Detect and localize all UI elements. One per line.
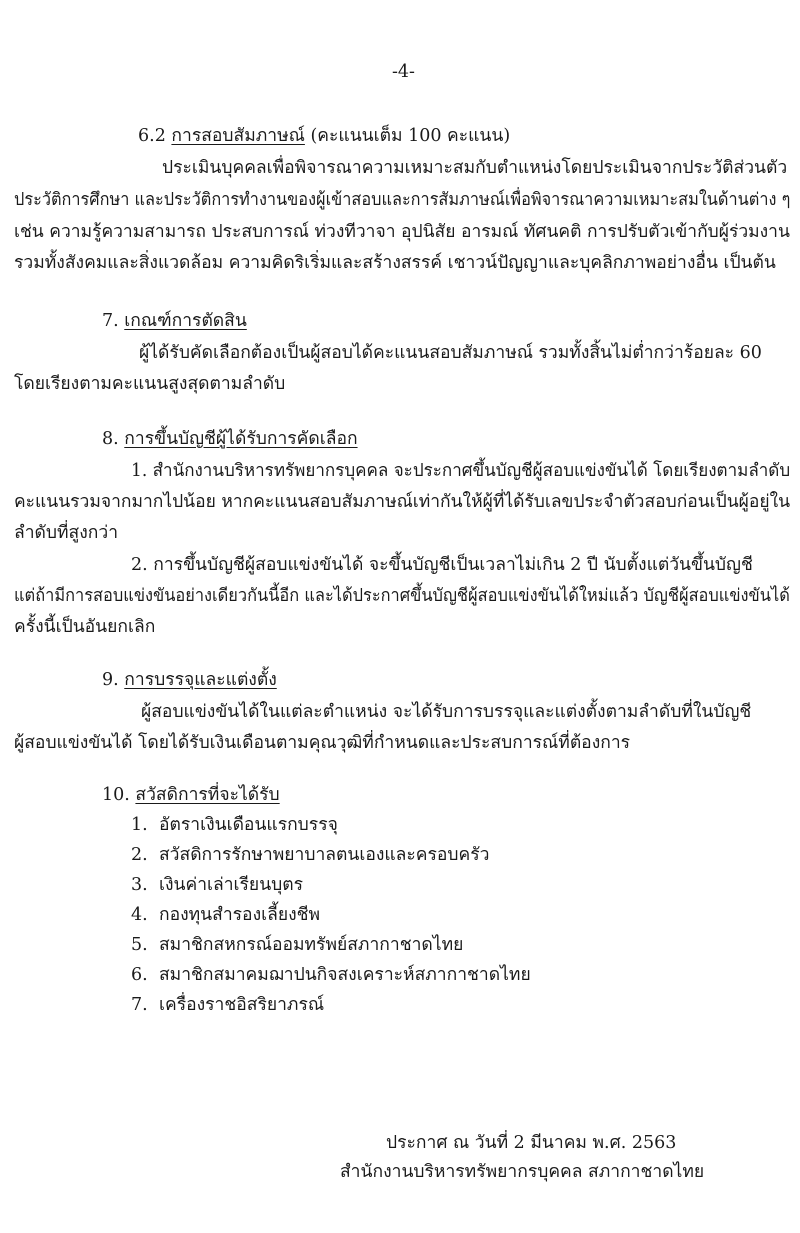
section-number: 6.2 [138,126,166,146]
list-item [131,817,338,835]
section-9-heading [102,672,277,690]
section-score: (คะแนนเต็ม 100 คะแนน) [310,126,511,146]
paragraph-line: ผู้ได้รับคัดเลือกต้องเป็นผู้สอบได้คะแนนสอบสัมภาษณ์ รวมทั้งสิ้นไม่ต่ำกว่าร้อยละ 60 [139,343,762,363]
section-6-2-heading [138,128,510,146]
section-title: การบรรจุและแต่งตั้ง [124,670,277,690]
announcement-date: ประกาศ ณ วันที่ 2 มีนาคม พ.ศ. 2563 [386,1133,677,1153]
list-number: 4. [131,905,148,925]
issuing-organization: สำนักงานบริหารทรัพยากรบุคคล สภากาชาดไทย [340,1162,705,1182]
list-text: กองทุนสำรองเลี้ยงชีพ [159,905,321,925]
paragraph-line: แต่ถ้ามีการสอบแข่งขันอย่างเดียวกันนี้อีก และได้ประกาศขึ้นบัญชีผู้สอบแข่งขันได้ใหม่แล้ว บัญชีผู้สอบแข่งขันได้ [14,586,790,606]
section-title: การขึ้นบัญชีผู้ได้รับการคัดเลือก [124,429,358,449]
list-number: 6. [131,965,148,985]
paragraph-line: ผู้สอบแข่งขันได้ในแต่ละตำแหน่ง จะได้รับการบรรจุและแต่งตั้งตามลำดับที่ในบัญชี [141,702,752,722]
section-8-heading [102,431,358,449]
list-item [131,967,531,985]
list-item [131,907,320,925]
section-number: 10. [102,785,130,805]
paragraph-line: ครั้งนี้เป็นอันยกเลิก [14,617,156,637]
section-10-heading [102,787,280,805]
paragraph-line: เช่น ความรู้ความสามารถ ประสบการณ์ ท่วงทีวาจา อุปนิสัย อารมณ์ ทัศนคติ การปรับตัวเข้ากับผู้ร่วมงาน [14,222,790,242]
list-number: 3. [131,875,148,895]
section-title: เกณฑ์การตัดสิน [124,311,247,331]
paragraph-line: คะแนนรวมจากมากไปน้อย หากคะแนนสอบสัมภาษณ์เท่ากันให้ผู้ที่ได้รับเลขประจำตัวสอบก่อนเป็นผู้อยู่ใน [14,492,791,512]
list-item [131,877,303,895]
section-7-heading [102,313,247,331]
section-title: การสอบสัมภาษณ์ [171,126,305,146]
section-number: 9. [102,670,119,690]
list-item [131,997,324,1015]
list-text: เครื่องราชอิสริยาภรณ์ [159,995,325,1015]
list-number: 1. [131,815,148,835]
section-number: 8. [102,429,119,449]
list-text: อัตราเงินเดือนแรกบรรจุ [159,815,338,835]
list-text: สมาชิกสหกรณ์ออมทรัพย์สภากาชาดไทย [159,935,464,955]
page-number: -4- [392,62,415,82]
list-text: สวัสดิการรักษาพยาบาลตนเองและครอบครัว [159,845,490,865]
paragraph-line: ผู้สอบแข่งขันได้ โดยได้รับเงินเดือนตามคุณวุฒิที่กำหนดและประสบการณ์ที่ต้องการ [14,733,631,753]
paragraph-line: 1. สำนักงานบริหารทรัพยากรบุคคล จะประกาศขึ้นบัญชีผู้สอบแข่งขันได้ โดยเรียงตามลำดับ [131,461,791,481]
list-number: 2. [131,845,148,865]
list-item [131,847,489,865]
paragraph-line: โดยเรียงตามคะแนนสูงสุดตามลำดับ [14,374,286,394]
list-text: สมาชิกสมาคมฌาปนกิจสงเคราะห์สภากาชาดไทย [159,965,531,985]
section-number: 7. [102,311,119,331]
list-text: เงินค่าเล่าเรียนบุตร [159,875,304,895]
list-number: 5. [131,935,148,955]
paragraph-line: ประวัติการศึกษา และประวัติการทำงานของผู้เข้าสอบและการสัมภาษณ์เพื่อพิจารณาความเหมาะสมในด้านต่าง ๆ [14,190,791,210]
list-number: 7. [131,995,148,1015]
paragraph-line: ประเมินบุคคลเพื่อพิจารณาความเหมาะสมกับตำแหน่งโดยประเมินจากประวัติส่วนตัว [162,158,788,178]
paragraph-line: 2. การขึ้นบัญชีผู้สอบแข่งขันได้ จะขึ้นบัญชีเป็นเวลาไม่เกิน 2 ปี นับตั้งแต่วันขึ้นบัญชี [131,555,753,575]
section-title: สวัสดิการที่จะได้รับ [135,785,280,805]
paragraph-line: รวมทั้งสังคมและสิ่งแวดล้อม ความคิดริเริ่มและสร้างสรรค์ เชาวน์ปัญญาและบุคลิกภาพอย่างอื่น เป็นต้น [14,253,776,273]
list-item [131,937,463,955]
paragraph-line: ลำดับที่สูงกว่า [14,523,119,543]
